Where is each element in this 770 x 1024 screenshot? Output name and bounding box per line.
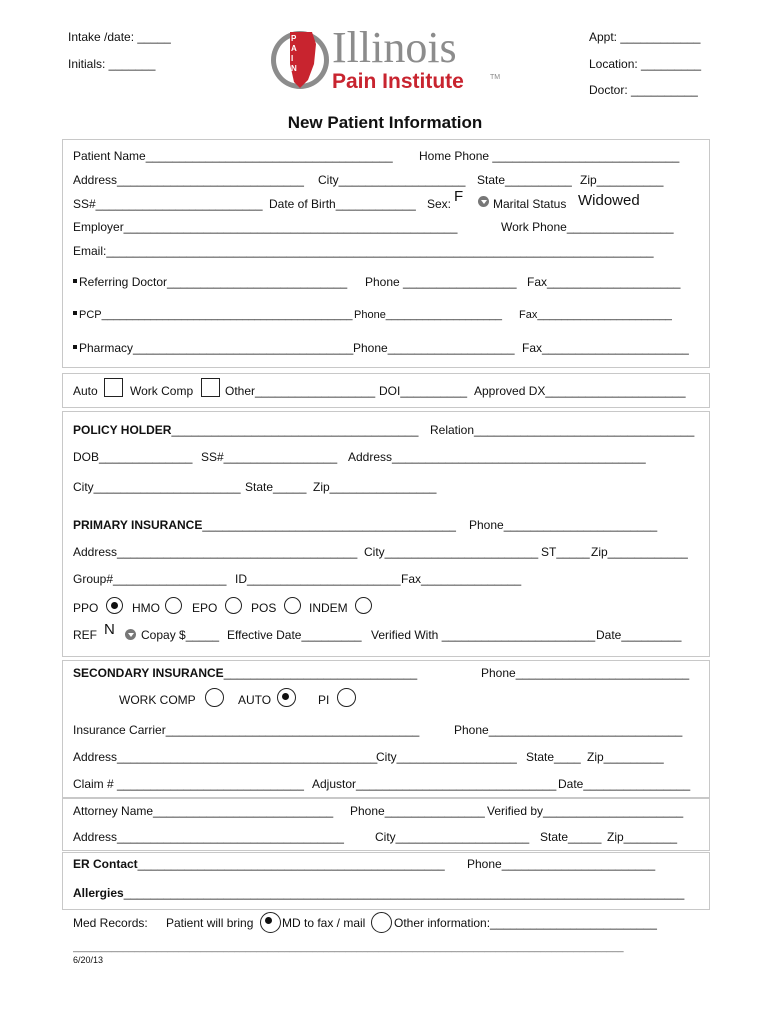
initials-field[interactable]: Initials: _______ <box>68 57 156 71</box>
insurance-section <box>62 411 710 657</box>
insurance-carrier-field[interactable]: Insurance Carrier______________________________________ <box>73 723 420 737</box>
plan-radio-pos[interactable] <box>284 597 301 614</box>
pcp-field[interactable]: PCP_________________________________________ <box>73 309 352 321</box>
plan-label-pos: POS <box>251 601 277 615</box>
primary-fax-field[interactable]: Fax_______________ <box>401 572 522 586</box>
work-comp-checkbox[interactable] <box>201 378 220 397</box>
secondary-phone-field[interactable]: Phone__________________________ <box>481 666 690 680</box>
city-field[interactable]: City___________________ <box>318 173 466 187</box>
logo-subtitle: Pain Institute <box>332 70 464 93</box>
primary-phone-field[interactable]: Phone_______________________ <box>469 518 658 532</box>
pain-logo-icon <box>270 24 332 96</box>
home-phone-field[interactable]: Home Phone ____________________________ <box>419 149 680 163</box>
intake-date-field[interactable]: Intake /date: _____ <box>68 30 171 44</box>
med-records-label: Med Records: <box>73 916 148 930</box>
primary-address-field[interactable]: Address____________________________________ <box>73 545 358 559</box>
attorney-phone-field[interactable]: Phone_______________ <box>350 804 485 818</box>
sex-label: Sex: <box>427 197 452 211</box>
secondary-address-field[interactable]: Address_______________________________________ <box>73 750 378 764</box>
attorney-address-field[interactable]: Address__________________________________ <box>73 830 344 844</box>
sex-value[interactable]: F <box>454 188 464 205</box>
secondary-zip-field[interactable]: Zip_________ <box>587 750 664 764</box>
primary-city-field[interactable]: City_______________________ <box>364 545 539 559</box>
type-radio-work-comp[interactable] <box>205 688 224 707</box>
plan-radio-ppo[interactable] <box>106 597 123 614</box>
er-contact-field[interactable]: ER Contact______________________________________________ <box>73 857 445 871</box>
chevron-down-icon[interactable] <box>478 196 489 207</box>
logo-title: Illinois <box>332 23 457 72</box>
bullet-icon <box>73 311 77 315</box>
logo-letter: A <box>291 44 297 53</box>
id-field[interactable]: ID_______________________ <box>235 572 401 586</box>
auto-checkbox[interactable] <box>104 378 123 397</box>
attorney-name-field[interactable]: Attorney Name___________________________ <box>73 804 334 818</box>
primary-date-field[interactable]: Date_________ <box>596 628 682 642</box>
plan-radio-epo[interactable] <box>225 597 242 614</box>
appt-field[interactable]: Appt: ____________ <box>589 30 701 44</box>
marital-status-value[interactable]: Widowed <box>578 192 640 209</box>
primary-st-field[interactable]: ST_____ <box>541 545 590 559</box>
logo-letter: I <box>291 54 294 63</box>
pcp-fax-field[interactable]: Fax______________________ <box>519 309 672 321</box>
zip-field[interactable]: Zip__________ <box>580 173 664 187</box>
verified-with-field[interactable]: Verified With _______________________ <box>371 628 596 642</box>
secondary-state-field[interactable]: State____ <box>526 750 581 764</box>
copay-field[interactable]: Copay $_____ <box>141 628 220 642</box>
state-field[interactable]: State__________ <box>477 173 572 187</box>
ref-value[interactable]: N <box>104 621 115 638</box>
ref-label: REF <box>73 628 97 642</box>
pharmacy-field[interactable]: Pharmacy_________________________________ <box>73 341 353 355</box>
group-field[interactable]: Group#_________________ <box>73 572 227 586</box>
plan-radio-indem[interactable] <box>355 597 372 614</box>
pcp-phone-field[interactable]: Phone___________________ <box>354 309 503 321</box>
bullet-icon <box>73 279 77 283</box>
policy-zip-field[interactable]: Zip________________ <box>313 480 437 494</box>
chevron-down-icon[interactable] <box>125 629 136 640</box>
dob-field[interactable]: Date of Birth____________ <box>269 197 416 211</box>
work-comp-label: Work Comp <box>130 384 194 398</box>
type-label-pi: PI <box>318 693 330 707</box>
policy-ss-field[interactable]: SS#_________________ <box>201 450 338 464</box>
approved-dx-field[interactable]: Approved DX_____________________ <box>474 384 686 398</box>
marital-status-label: Marital Status <box>493 197 567 211</box>
allergies-field[interactable]: Allergies____________________________________________________________________________________ <box>73 886 685 900</box>
policy-address-field[interactable]: Address______________________________________ <box>348 450 646 464</box>
effective-date-field[interactable]: Effective Date_________ <box>227 628 362 642</box>
carrier-phone-field[interactable]: Phone_____________________________ <box>454 723 683 737</box>
attorney-city-field[interactable]: City____________________ <box>375 830 530 844</box>
patient-name-field[interactable]: Patient Name_____________________________________ <box>73 149 393 163</box>
pharmacy-fax-field[interactable]: Fax______________________ <box>522 341 689 355</box>
type-label-auto: AUTO <box>238 693 272 707</box>
plan-radio-hmo[interactable] <box>165 597 182 614</box>
policy-city-field[interactable]: City______________________ <box>73 480 241 494</box>
plan-label-hmo: HMO <box>132 601 160 615</box>
patient-will-bring-radio[interactable] <box>260 912 281 933</box>
footer-rule: ___________________________________________________________________________________________________ <box>73 942 624 953</box>
other-field[interactable]: Other__________________ <box>225 384 376 398</box>
plan-label-indem: INDEM <box>309 601 348 615</box>
work-phone-field[interactable]: Work Phone________________ <box>501 220 674 234</box>
policy-state-field[interactable]: State_____ <box>245 480 307 494</box>
referring-fax-field[interactable]: Fax____________________ <box>527 275 681 289</box>
address-field[interactable]: Address____________________________ <box>73 173 304 187</box>
type-radio-pi[interactable] <box>337 688 356 707</box>
auto-label: Auto <box>73 384 98 398</box>
policy-dob-field[interactable]: DOB______________ <box>73 450 193 464</box>
referring-phone-field[interactable]: Phone _________________ <box>365 275 517 289</box>
logo <box>270 24 510 96</box>
logo-letter: P <box>291 34 297 43</box>
policy-holder-field[interactable]: POLICY HOLDER_____________________________________ <box>73 423 419 437</box>
footer-date: 6/20/13 <box>73 955 104 965</box>
email-field[interactable]: Email:__________________________________________________________________________________ <box>73 244 654 258</box>
plan-label-epo: EPO <box>192 601 218 615</box>
page-title: New Patient Information <box>287 113 483 132</box>
type-radio-auto[interactable] <box>277 688 296 707</box>
primary-insurance-field[interactable]: PRIMARY INSURANCE______________________________________ <box>73 518 456 532</box>
attorney-state-field[interactable]: State_____ <box>540 830 602 844</box>
patient-will-bring-label: Patient will bring <box>166 916 254 930</box>
type-label-work-comp: WORK COMP <box>119 693 196 707</box>
secondary-insurance-field[interactable]: SECONDARY INSURANCE_____________________________ <box>73 666 418 680</box>
employer-field[interactable]: Employer__________________________________________________ <box>73 220 458 234</box>
doi-field[interactable]: DOI__________ <box>379 384 468 398</box>
md-fax-radio[interactable] <box>371 912 392 933</box>
secondary-date-field[interactable]: Date________________ <box>558 777 691 791</box>
primary-zip-field[interactable]: Zip____________ <box>591 545 688 559</box>
attorney-verified-field[interactable]: Verified by_____________________ <box>487 804 684 818</box>
secondary-city-field[interactable]: City__________________ <box>376 750 517 764</box>
location-field[interactable]: Location: _________ <box>589 57 702 71</box>
doctor-field[interactable]: Doctor: __________ <box>589 83 698 97</box>
er-phone-field[interactable]: Phone_______________________ <box>467 857 656 871</box>
plan-label-ppo: PPO <box>73 601 99 615</box>
attorney-zip-field[interactable]: Zip________ <box>607 830 678 844</box>
referring-doctor-field[interactable]: Referring Doctor___________________________ <box>73 275 347 289</box>
relation-field[interactable]: Relation_________________________________ <box>430 423 695 437</box>
other-information-field[interactable]: Other information:_________________________ <box>394 916 657 930</box>
logo-tm: TM <box>490 74 501 81</box>
claim-field[interactable]: Claim # ____________________________ <box>73 777 304 791</box>
logo-letter: N <box>291 64 297 73</box>
bullet-icon <box>73 345 77 349</box>
pharmacy-phone-field[interactable]: Phone___________________ <box>353 341 515 355</box>
ss-field[interactable]: SS#_________________________ <box>73 197 263 211</box>
adjustor-field[interactable]: Adjustor______________________________ <box>312 777 557 791</box>
md-fax-label: MD to fax / mail <box>282 916 366 930</box>
